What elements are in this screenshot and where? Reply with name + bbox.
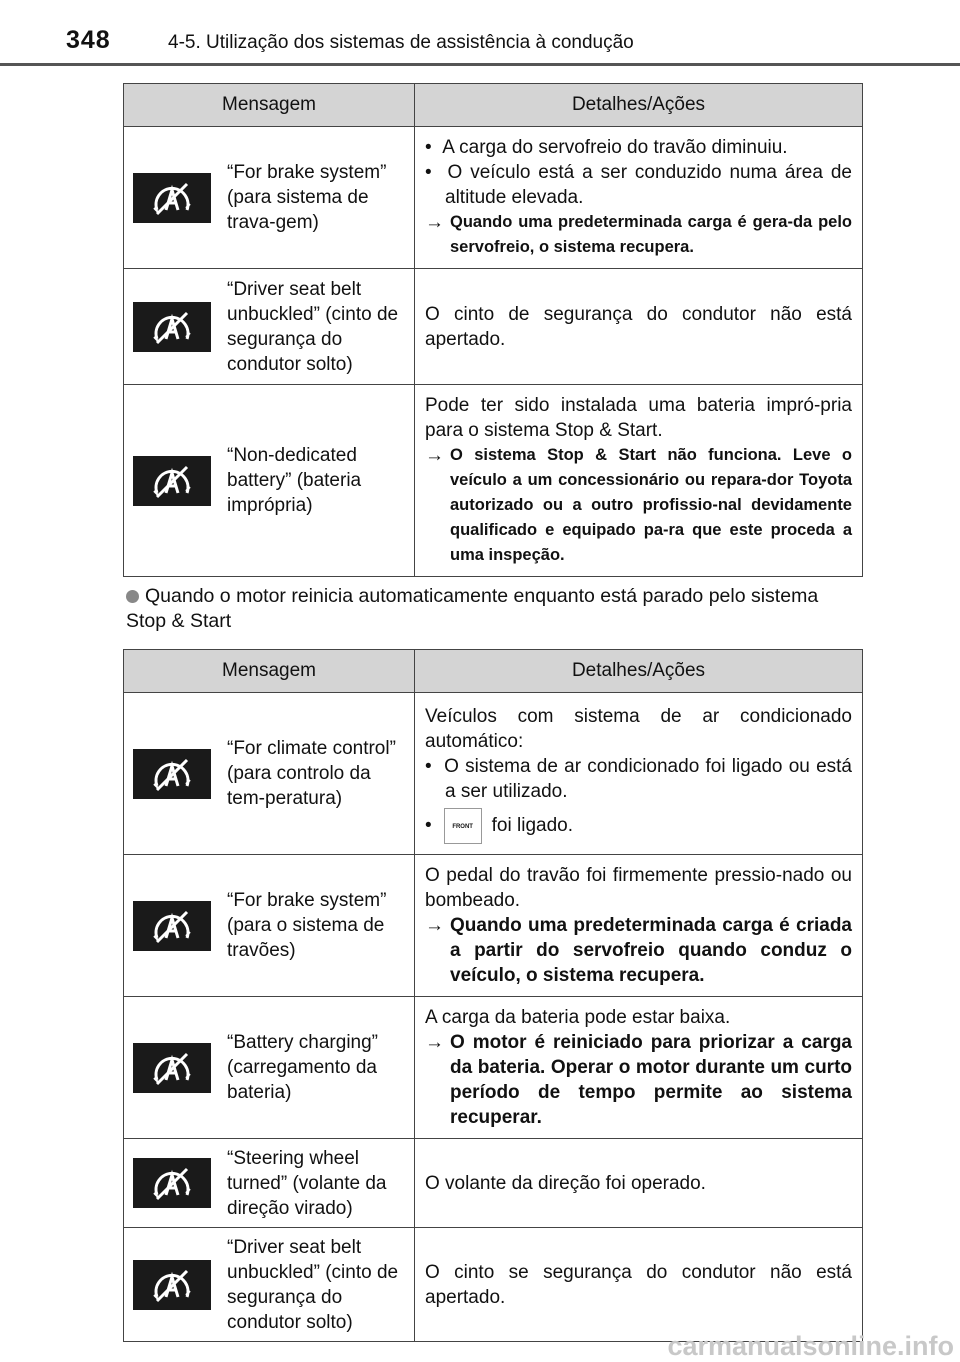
detail-text: A carga da bateria pode estar baixa. xyxy=(425,1007,731,1028)
table-row xyxy=(124,855,863,997)
table-row xyxy=(124,269,863,385)
auto-stop-disabled-icon xyxy=(133,749,211,799)
auto-stop-disabled-icon xyxy=(133,1158,211,1208)
table-row xyxy=(124,1228,863,1342)
details-cell xyxy=(415,269,863,385)
details-cell xyxy=(415,1228,863,1342)
watermark: carmanualsonline.info xyxy=(667,1331,954,1361)
message-text: “Non-dedicated battery” (bateria imprópria) xyxy=(227,445,362,516)
message-text: “Steering wheel turned” (volante da direção virado) xyxy=(227,1147,387,1219)
column-header-message: Mensagem xyxy=(124,84,415,127)
table-header-row xyxy=(124,650,863,693)
details-cell xyxy=(415,855,863,997)
detail-text: O volante da direção foi operado. xyxy=(425,1172,706,1194)
detail-text: Pode ter sido instalada uma bateria impró-pria para o sistema Stop & Start. xyxy=(425,395,852,441)
detail-action: → Quando uma predeterminada carga é criada a partir do servofreio quando conduz o veículo, o sistema recupera. xyxy=(425,915,852,986)
message-table-1 xyxy=(123,83,863,577)
table-row xyxy=(124,693,863,855)
detail-text: O pedal do travão foi firmemente pressio-nado ou bombeado. xyxy=(425,865,852,911)
message-text: “For brake system” (para o sistema de travões) xyxy=(227,890,387,961)
message-text: “Battery charging” (carregamento da bateria) xyxy=(227,1032,379,1103)
auto-stop-disabled-icon xyxy=(133,901,211,951)
table-row xyxy=(124,127,863,269)
column-header-details: Detalhes/Ações xyxy=(415,650,863,693)
bullet-circle-icon xyxy=(126,590,139,603)
message-table-2 xyxy=(123,649,863,1342)
details-cell xyxy=(415,127,863,269)
column-header-details: Detalhes/Ações xyxy=(415,84,863,127)
detail-text: Veículos com sistema de ar condicionado automático: xyxy=(425,705,852,752)
page-number: 348 xyxy=(66,26,111,54)
detail-text: O cinto se segurança do condutor não está apertado. xyxy=(425,1261,852,1308)
detail-action: → O sistema Stop & Start não funciona. Leve o veículo a um concessionário ou repara-dor Toyota autorizado ou a outro profissio-nal devidamente qualificado e equipado pa-ra que este proceda a uma inspeção. xyxy=(425,445,852,564)
header-divider xyxy=(0,63,960,66)
section-title: 4-5. Utilização dos sistemas de assistência à condução xyxy=(168,32,634,53)
detail-action: → Quando uma predeterminada carga é gera-da pelo servofreio, o sistema recupera. xyxy=(425,212,852,256)
table-row xyxy=(124,385,863,577)
details-cell xyxy=(415,997,863,1139)
detail-bullet: • O sistema de ar condicionado foi ligado ou está a ser utilizado. xyxy=(425,755,852,802)
detail-bullet: • FRONT foi ligado. xyxy=(425,808,852,844)
message-text: “Driver seat belt unbuckled” (cinto de segurança do condutor solto) xyxy=(227,1236,399,1333)
message-text: “Driver seat belt unbuckled” (cinto de segurança do condutor solto) xyxy=(227,278,399,375)
detail-text: O cinto de segurança do condutor não está apertado. xyxy=(425,303,852,350)
condition-note: Quando o motor reinicia automaticamente enquanto está parado pelo sistema Stop & Start xyxy=(126,585,819,632)
detail-action: → O motor é reiniciado para priorizar a carga da bateria. Operar o motor durante um curto período de tempo permite ao sistema recuperar. xyxy=(425,1032,852,1128)
details-cell xyxy=(415,385,863,577)
auto-stop-disabled-icon xyxy=(133,1260,211,1310)
table-row xyxy=(124,997,863,1139)
message-text: “For brake system” (para sistema de trava-gem) xyxy=(227,162,387,233)
table-header-row xyxy=(124,84,863,127)
auto-stop-disabled-icon xyxy=(133,1043,211,1093)
auto-stop-disabled-icon xyxy=(133,173,211,223)
details-cell xyxy=(415,693,863,855)
auto-stop-disabled-icon xyxy=(133,456,211,506)
detail-bullet: • A carga do servofreio do travão diminuiu. xyxy=(425,137,788,158)
detail-bullet: • O veículo está a ser conduzido numa área de altitude elevada. xyxy=(425,162,852,208)
auto-stop-disabled-icon xyxy=(133,302,211,352)
details-cell xyxy=(415,1139,863,1228)
page-header xyxy=(0,0,960,66)
table-row xyxy=(124,1139,863,1228)
message-text: “For climate control” (para controlo da tem-peratura) xyxy=(227,738,396,809)
front-defroster-icon: FRONT xyxy=(444,808,482,844)
column-header-message: Mensagem xyxy=(124,650,415,693)
